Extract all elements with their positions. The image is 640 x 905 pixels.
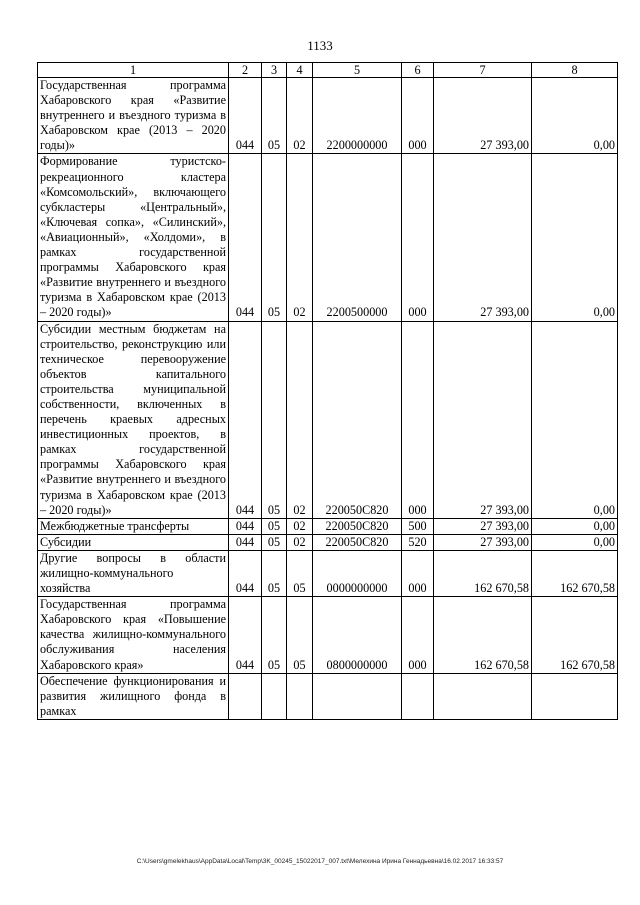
row-target-code: 2200000000 xyxy=(313,78,402,154)
row-amount-2018: 0,00 xyxy=(532,518,618,534)
row-amount-2018 xyxy=(532,673,618,719)
row-name: Субсидии местным бюджетам на строительство, реконструкцию или техническое перевооружение объектов капитального строительства муниципальной собственности, включенных в перечень краевых адресных инвестиционных проектов, в рамках государственной программы Хабаровского края «Развитие внутреннего и въездного туризма в Хабаровском крае (2013 – 2020 годы)» xyxy=(38,321,229,518)
row-subsection-code xyxy=(287,673,313,719)
row-ministry-code xyxy=(229,673,262,719)
table-row xyxy=(38,78,618,154)
row-section-code: 05 xyxy=(262,550,287,596)
row-amount-2018: 0,00 xyxy=(532,534,618,550)
row-section-code: 05 xyxy=(262,518,287,534)
row-ministry-code: 044 xyxy=(229,597,262,673)
row-subsection-code: 05 xyxy=(287,597,313,673)
table-row xyxy=(38,534,618,550)
row-expense-type: 500 xyxy=(402,518,434,534)
header-cell: 1 xyxy=(38,63,229,78)
row-expense-type: 000 xyxy=(402,78,434,154)
row-amount-2018: 0,00 xyxy=(532,321,618,518)
row-amount-2017 xyxy=(434,673,532,719)
row-target-code: 220050С820 xyxy=(313,321,402,518)
row-target-code: 220050С820 xyxy=(313,534,402,550)
header-cell: 5 xyxy=(313,63,402,78)
row-name: Формирование туристско-рекреационного кластера «Комсомольский», включающего субкластеры «Центральный», «Ключевая сопка», «Силинский», «Авиационный», «Холдоми», в рамках государственной программы Хабаровского края «Развитие внутреннего и въездного туризма в Хабаровском крае (2013 – 2020 годы)» xyxy=(38,154,229,321)
row-section-code: 05 xyxy=(262,534,287,550)
row-subsection-code: 02 xyxy=(287,534,313,550)
header-row xyxy=(38,63,618,78)
row-expense-type: 000 xyxy=(402,154,434,321)
row-name: Обеспечение функционирования и развития жилищного фонда в рамках xyxy=(38,673,229,719)
row-expense-type: 000 xyxy=(402,550,434,596)
row-amount-2017: 27 393,00 xyxy=(434,154,532,321)
row-ministry-code: 044 xyxy=(229,321,262,518)
row-amount-2017: 162 670,58 xyxy=(434,550,532,596)
row-section-code xyxy=(262,673,287,719)
row-name: Другие вопросы в области жилищно-коммунального хозяйства xyxy=(38,550,229,596)
row-ministry-code: 044 xyxy=(229,78,262,154)
row-subsection-code: 05 xyxy=(287,550,313,596)
header-cell: 2 xyxy=(229,63,262,78)
row-name: Субсидии xyxy=(38,534,229,550)
table-row xyxy=(38,673,618,719)
row-name: Межбюджетные трансферты xyxy=(38,518,229,534)
table-row xyxy=(38,597,618,673)
row-expense-type xyxy=(402,673,434,719)
row-section-code: 05 xyxy=(262,78,287,154)
row-name: Государственная программа Хабаровского края «Повышение качества жилищно-коммунального обслуживания населения Хабаровского края» xyxy=(38,597,229,673)
row-target-code xyxy=(313,673,402,719)
row-amount-2017: 162 670,58 xyxy=(434,597,532,673)
row-amount-2018: 162 670,58 xyxy=(532,550,618,596)
row-ministry-code: 044 xyxy=(229,534,262,550)
row-expense-type: 000 xyxy=(402,597,434,673)
header-cell: 4 xyxy=(287,63,313,78)
table-row xyxy=(38,154,618,321)
table-row xyxy=(38,518,618,534)
header-cell: 3 xyxy=(262,63,287,78)
table-row xyxy=(38,321,618,518)
row-amount-2018: 0,00 xyxy=(532,78,618,154)
budget-table xyxy=(37,62,618,720)
row-amount-2017: 27 393,00 xyxy=(434,534,532,550)
row-amount-2017: 27 393,00 xyxy=(434,518,532,534)
row-amount-2017: 27 393,00 xyxy=(434,321,532,518)
row-section-code: 05 xyxy=(262,321,287,518)
row-ministry-code: 044 xyxy=(229,518,262,534)
table-row xyxy=(38,550,618,596)
row-subsection-code: 02 xyxy=(287,154,313,321)
row-subsection-code: 02 xyxy=(287,78,313,154)
row-ministry-code: 044 xyxy=(229,550,262,596)
row-target-code: 220050С820 xyxy=(313,518,402,534)
header-cell: 6 xyxy=(402,63,434,78)
row-amount-2017: 27 393,00 xyxy=(434,78,532,154)
row-section-code: 05 xyxy=(262,154,287,321)
row-target-code: 0800000000 xyxy=(313,597,402,673)
row-subsection-code: 02 xyxy=(287,321,313,518)
row-expense-type: 520 xyxy=(402,534,434,550)
page-number: 1133 xyxy=(307,38,333,53)
row-name: Государственная программа Хабаровского края «Развитие внутреннего и въездного туризма в Хабаровском крае (2013 – 2020 годы)» xyxy=(38,78,229,154)
header-cell: 7 xyxy=(434,63,532,78)
row-section-code: 05 xyxy=(262,597,287,673)
header-cell: 8 xyxy=(532,63,618,78)
row-amount-2018: 162 670,58 xyxy=(532,597,618,673)
row-ministry-code: 044 xyxy=(229,154,262,321)
row-subsection-code: 02 xyxy=(287,518,313,534)
document-path-footer: C:\Users\gmelekhaus\AppData\Local\Temp\3K_00245_15022017_007.txt\Мелехина Ирина Геннадьевна\16.02.2017 16:33:57 xyxy=(136,858,504,865)
row-expense-type: 000 xyxy=(402,321,434,518)
row-amount-2018: 0,00 xyxy=(532,154,618,321)
row-target-code: 2200500000 xyxy=(313,154,402,321)
row-target-code: 0000000000 xyxy=(313,550,402,596)
